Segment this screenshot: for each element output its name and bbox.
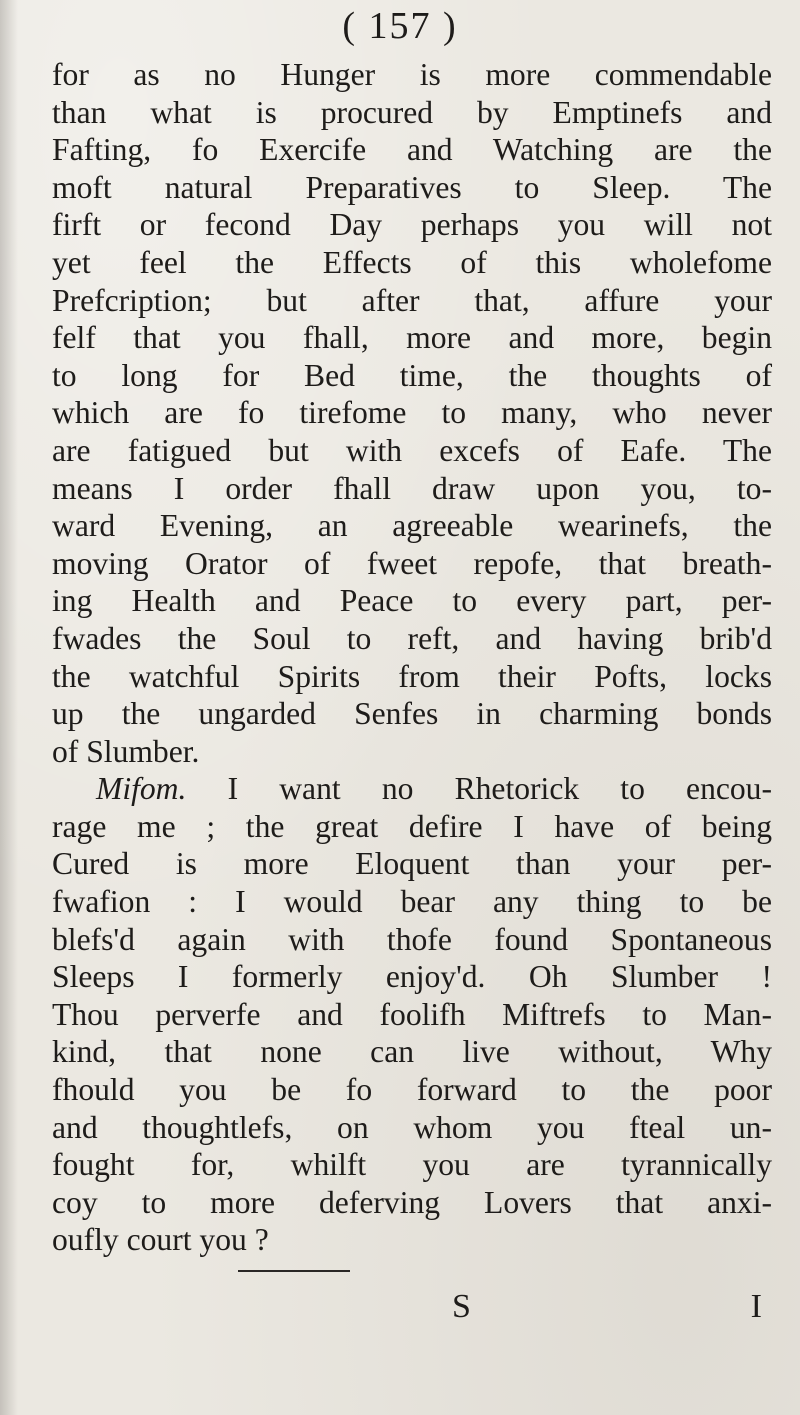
text-line: blefs'd again with thofe found Spontaneous xyxy=(52,921,772,957)
speech-opening-line xyxy=(52,770,772,808)
text-line: kind, that none can live without, Why xyxy=(52,1034,772,1070)
text-line: to long for Bed time, the thoughts of xyxy=(52,357,772,393)
text-line: for as no Hunger is more commendable xyxy=(52,57,772,92)
text-line: Prefcription; but after that, affure your xyxy=(52,282,772,318)
text-line: rage me ; the great defire I have of being xyxy=(52,808,772,844)
text-line: firft or fecond Day perhaps you will not xyxy=(52,207,772,243)
text-line: means I order fhall draw upon you, to- xyxy=(52,470,772,506)
binding-shadow xyxy=(0,0,18,1415)
text-line: and thoughtlefs, on whom you fteal un- xyxy=(52,1109,772,1145)
text-line: fwades the Soul to reft, and having brib'd xyxy=(52,620,772,656)
text-line: felf that you fhall, more and more, begin xyxy=(52,320,772,356)
text-line: yet feel the Effects of this wholefome xyxy=(52,244,772,280)
text-line: fwafion : I would bear any thing to be xyxy=(52,884,772,920)
text-line: oufly court you ? xyxy=(52,1222,269,1258)
text-line: moving Orator of fweet repofe, that breath- xyxy=(52,545,772,581)
signature-mark: S xyxy=(452,1288,471,1325)
text-line: than what is procured by Emptinefs and xyxy=(52,94,772,130)
text-line: of Slumber. xyxy=(52,733,200,769)
text-line: ward Evening, an agreeable wearinefs, the xyxy=(52,508,772,544)
text-line: the watchful Spirits from their Pofts, locks xyxy=(52,658,772,694)
text-line: fought for, whilft you are tyrannically xyxy=(52,1147,772,1183)
closing-dash-rule xyxy=(238,1270,350,1272)
footer-marks xyxy=(452,1288,762,1326)
page-number: ( 157 ) xyxy=(342,5,458,47)
text-line: Sleeps I formerly enjoy'd. Oh Slumber ! xyxy=(52,959,772,995)
text-line: ing Health and Peace to every part, per- xyxy=(52,583,772,619)
text-line: Cured is more Eloquent than your per- xyxy=(52,846,772,882)
catchword: I xyxy=(750,1288,762,1325)
speaker-name: Mifom. xyxy=(96,771,187,807)
text-line: moft natural Preparatives to Sleep. The xyxy=(52,169,772,205)
text-line: Fafting, fo Exercife and Watching are the xyxy=(52,132,772,168)
text-line: up the ungarded Senfes in charming bonds xyxy=(52,696,772,732)
text-line: which are fo tirefome to many, who never xyxy=(52,395,772,431)
text-line: Thou perverfe and foolifh Miftrefs to Man- xyxy=(52,996,772,1032)
text-line: coy to more deferving Lovers that anxi- xyxy=(52,1184,772,1220)
body-text xyxy=(52,56,772,1259)
text-line: fhould you be fo forward to the poor xyxy=(52,1072,772,1108)
speech-first-line: I want no Rhetorick to encou- xyxy=(227,771,773,807)
text-line: are fatigued but with excefs of Eafe. The xyxy=(52,432,772,468)
